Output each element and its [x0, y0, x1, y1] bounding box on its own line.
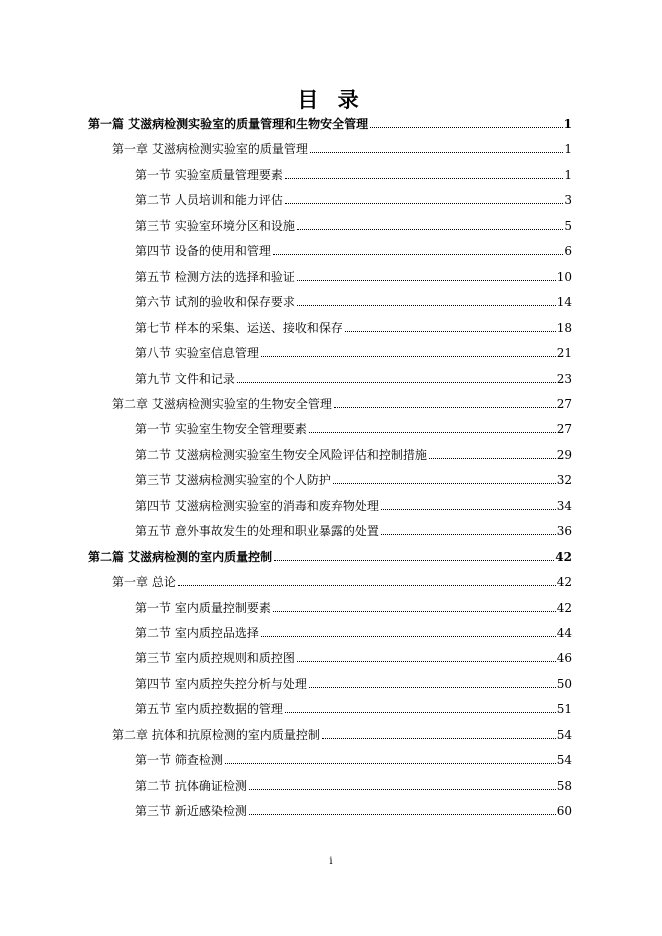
dot-leader [297, 228, 564, 230]
toc-entry-label: 第一章 艾滋病检测实验室的质量管理 [112, 142, 308, 157]
toc-entry-page: 50 [556, 676, 572, 691]
dot-leader [334, 406, 556, 408]
toc-section-entry[interactable] [135, 470, 572, 490]
toc-entry-label: 第二章 抗体和抗原检测的室内质量控制 [112, 727, 320, 742]
toc-entry-page: 29 [556, 447, 572, 462]
toc-entry-page: 1 [564, 167, 572, 182]
toc-entry-page: 54 [556, 753, 572, 768]
toc-entry-label: 第三节 实验室环境分区和设施 [135, 218, 295, 233]
toc-entry-page: 23 [556, 371, 572, 386]
toc-entry-label: 第一节 实验室质量管理要素 [135, 167, 283, 182]
toc-entry-page: 36 [556, 524, 572, 539]
dot-leader [273, 253, 564, 255]
toc-entry-label: 第一章 总论 [112, 575, 176, 590]
toc-section-entry[interactable] [135, 419, 572, 439]
toc-part-entry[interactable] [88, 114, 572, 134]
toc-entry-page: 10 [556, 269, 572, 284]
toc-section-entry[interactable] [135, 241, 572, 261]
toc-entry-label: 第五节 意外事故发生的处理和职业暴露的处置 [135, 524, 379, 539]
toc-entry-label: 第八节 实验室信息管理 [135, 346, 259, 361]
toc-entry-label: 第六节 试剂的验收和保存要求 [135, 295, 295, 310]
toc-entry-page: 18 [556, 320, 572, 335]
toc-entry-page: 58 [556, 778, 572, 793]
toc-entry-label: 第一节 室内质量控制要素 [135, 600, 271, 615]
dot-leader [322, 737, 556, 739]
dot-leader [249, 788, 556, 790]
toc-section-entry[interactable] [135, 750, 572, 770]
toc-entry-label: 第四节 设备的使用和管理 [135, 244, 271, 259]
toc-entry-page: 32 [556, 473, 572, 488]
toc-section-entry[interactable] [135, 292, 572, 312]
toc-entry-page: 42 [556, 575, 572, 590]
toc-section-entry[interactable] [135, 496, 572, 516]
toc-entry-label: 第一节 筛查检测 [135, 753, 223, 768]
toc-entry-page: 44 [556, 626, 572, 640]
toc-section-entry[interactable] [135, 190, 572, 210]
toc-entry-label: 第五节 室内质控数据的管理 [135, 702, 283, 717]
toc-section-entry[interactable] [135, 343, 572, 363]
toc-entry-label: 第二节 艾滋病检测实验室生物安全风险评估和控制措施 [135, 447, 427, 462]
dot-leader [297, 279, 556, 281]
toc-section-entry[interactable] [135, 699, 572, 719]
toc-entry-label: 第三节 艾滋病检测实验室的个人防护 [135, 473, 331, 488]
toc-section-entry[interactable] [135, 648, 572, 668]
toc-entry-page: 1 [564, 142, 572, 157]
dot-leader [370, 126, 562, 128]
dot-leader [297, 304, 556, 306]
toc-section-entry[interactable] [135, 267, 572, 287]
toc-section-entry[interactable] [135, 598, 572, 618]
toc-section-entry[interactable] [135, 674, 572, 694]
toc-chapter-entry[interactable] [112, 725, 572, 745]
toc-section-entry[interactable] [135, 623, 572, 643]
toc-entry-label: 第二章 艾滋病检测实验室的生物安全管理 [112, 396, 332, 411]
dot-leader [261, 355, 556, 357]
dot-leader [285, 711, 556, 713]
dot-leader [178, 584, 556, 586]
toc-entry-page: 51 [556, 702, 572, 717]
toc-section-entry[interactable] [135, 216, 572, 236]
toc-entry-label: 第五节 检测方法的选择和验证 [135, 269, 295, 284]
dot-leader [225, 762, 556, 764]
page-number: i [329, 856, 333, 867]
toc-entry-page: 3 [564, 193, 572, 208]
toc-entry-page: 42 [555, 549, 572, 564]
toc-part-entry[interactable] [88, 547, 572, 567]
toc-entry-page: 27 [556, 422, 572, 437]
dot-leader [310, 151, 564, 153]
dot-leader [309, 686, 556, 688]
toc-entry-label: 第三节 室内质控规则和质控图 [135, 651, 295, 666]
toc-title: 目 录 [297, 87, 365, 112]
toc-entry-page: 5 [564, 218, 572, 233]
dot-leader [249, 813, 556, 815]
dot-leader [381, 533, 556, 535]
toc-entry-page: 27 [556, 396, 572, 411]
toc-entry-label: 第四节 艾滋病检测实验室的消毒和废弃物处理 [135, 498, 379, 513]
toc-entry-page: 6 [564, 244, 572, 259]
toc-entry-label: 第二篇 艾滋病检测的室内质量控制 [88, 549, 273, 564]
toc-entry-page: 14 [556, 295, 572, 310]
dot-leader [309, 431, 556, 433]
toc-chapter-entry[interactable] [112, 394, 572, 414]
dot-leader [261, 635, 556, 637]
toc-entry-page: 46 [556, 651, 572, 666]
dot-leader [429, 457, 556, 459]
toc-section-entry[interactable] [135, 521, 572, 541]
dot-leader [285, 177, 564, 179]
toc-section-entry[interactable] [135, 801, 572, 821]
toc-entry-label: 第四节 室内质控失控分析与处理 [135, 676, 307, 691]
dot-leader [285, 202, 564, 204]
dot-leader [333, 482, 556, 484]
toc-chapter-entry[interactable] [112, 572, 572, 592]
toc-entry-page: 1 [563, 117, 572, 131]
toc-entry-page: 54 [556, 727, 572, 742]
dot-leader [345, 330, 556, 332]
toc-section-entry[interactable] [135, 165, 572, 185]
toc-section-entry[interactable] [135, 776, 572, 796]
toc-section-entry[interactable] [135, 318, 572, 338]
toc-entry-label: 第一篇 艾滋病检测实验室的质量管理和生物安全管理 [88, 117, 369, 131]
toc-entry-label: 第二节 人员培训和能力评估 [135, 193, 283, 208]
toc-entry-label: 第二节 室内质控品选择 [135, 626, 259, 640]
toc-entry-label: 第一节 实验室生物安全管理要素 [135, 422, 307, 437]
toc-section-entry[interactable] [135, 445, 572, 465]
toc-entry-page: 60 [556, 804, 572, 819]
dot-leader [274, 559, 554, 561]
toc-entry-label: 第九节 文件和记录 [135, 371, 235, 386]
dot-leader [297, 660, 556, 662]
toc-entry-page: 34 [556, 498, 572, 513]
toc-entry-label: 第三节 新近感染检测 [135, 804, 247, 819]
toc-chapter-entry[interactable] [112, 139, 572, 159]
toc-entry-label: 第七节 样本的采集、运送、接收和保存 [135, 320, 343, 335]
toc-entry-page: 21 [556, 346, 572, 361]
dot-leader [381, 508, 556, 510]
dot-leader [237, 381, 556, 383]
toc-entry-page: 42 [556, 600, 572, 615]
dot-leader [273, 610, 556, 612]
toc-entry-label: 第二节 抗体确证检测 [135, 778, 247, 793]
toc-section-entry[interactable] [135, 369, 572, 389]
